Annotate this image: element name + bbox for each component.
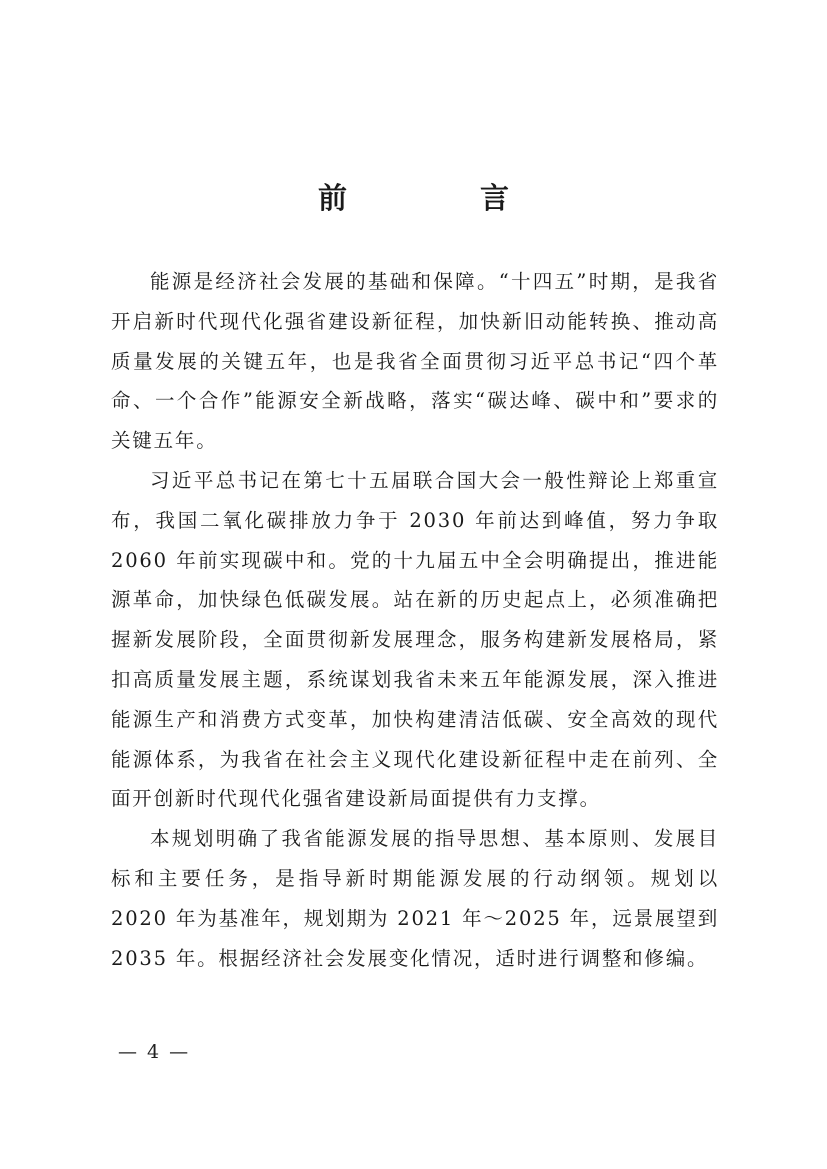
- paragraph: 本规划明确了我省能源发展的指导思想、基本原则、发展目标和主要任务，是指导新时期能源发展的行动纲领。规划以 2020 年为基准年，规划期为 2021 年～2025 年，远景展望到 2035 年。根据经济社会发展变化情况，适时进行调整和修编。: [111, 827, 719, 970]
- paragraph: 习近平总书记在第七十五届联合国大会一般性辩论上郑重宣布，我国二氧化碳排放力争于 2030 年前达到峰值，努力争取 2060 年前实现碳中和。党的十九届五中全会明确提出，推进能源革命，加快绿色低碳发展。站在新的历史起点上，必须准确把握新发展阶段，全面贯彻新发展理念，服务构建新发展格局，紧扣高质量发展主题，系统谋划我省未来五年能源发展，深入推进能源生产和消费方式变革，加快构建清洁低碳、安全高效的现代能源体系，为我省在社会主义现代化建设新征程中走在前列、全面开创新时代现代化强省建设新局面提供有力支撑。: [111, 468, 719, 811]
- page-title: 前 言: [317, 181, 561, 215]
- page-number: — 4 —: [118, 1041, 191, 1063]
- paragraph: 能源是经济社会发展的基础和保障。“十四五”时期，是我省开启新时代现代化强省建设新征程，加快新旧动能转换、推动高质量发展的关键五年，也是我省全面贯彻习近平总书记“四个革命、一个合作”能源安全新战略，落实“碳达峰、碳中和”要求的关键五年。: [111, 270, 719, 453]
- body-text: [111, 262, 719, 978]
